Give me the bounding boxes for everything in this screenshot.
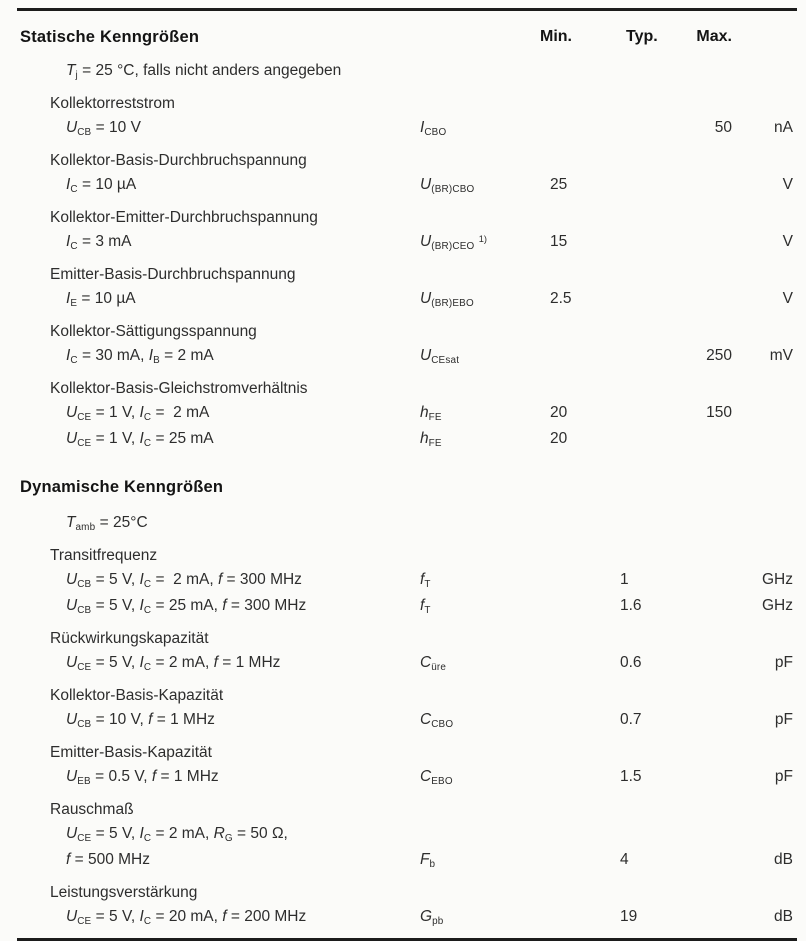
typ-value: 1: [620, 571, 629, 588]
section-header-row: [20, 25, 806, 50]
max-value: 250: [706, 347, 732, 364]
condition: f = 500 MHz: [66, 851, 150, 868]
unit: [732, 401, 793, 427]
min-value: [540, 568, 612, 594]
section-note: $T_j = 25$ °C, falls nicht anders angegeben: [66, 62, 342, 82]
unit: V: [782, 233, 793, 250]
unit-column-spacer: [732, 475, 793, 500]
max-value: [690, 708, 732, 734]
condition: $I_E = 10$ µA: [66, 290, 136, 310]
parameter-name: Emitter-Basis-Durchbruchspannung: [50, 266, 296, 283]
typ-value: [612, 427, 690, 453]
parameter-group-row: [20, 92, 806, 116]
parameter-symbol: $U_{CEsat}$: [420, 347, 460, 367]
condition: $I_C = 10$ µA: [66, 176, 137, 196]
condition: $U_{CB} = 5$ V, $I_C = 25$ mA, f = 300 MHz: [66, 597, 307, 617]
min-value: 2.5: [550, 290, 572, 307]
table-row: [20, 287, 806, 313]
column-header-typ: [612, 475, 690, 500]
condition: $I_C = 3$ mA: [66, 233, 132, 253]
typ-value: [612, 822, 690, 848]
parameter-name: Emitter-Basis-Kapazität: [50, 744, 212, 761]
top-rule: [17, 8, 797, 11]
max-value: [690, 230, 732, 256]
table-row: [20, 230, 806, 256]
typ-value: [612, 287, 690, 313]
section-title-cell: [20, 25, 420, 50]
table-row: [20, 651, 806, 677]
condition: $U_{CE} = 1$ V, $I_C = 25$ mA: [66, 430, 214, 450]
unit: V: [782, 176, 793, 193]
unit: V: [782, 290, 793, 307]
parameter-symbol: $C_{üre}$: [420, 654, 447, 674]
unit: mV: [769, 347, 793, 364]
min-value: [540, 765, 612, 791]
max-value: [690, 848, 732, 874]
parameter-name: Kollektor-Basis-Gleichstromverhältnis: [50, 380, 308, 397]
unit: GHz: [762, 571, 793, 588]
unit: dB: [774, 851, 793, 868]
section-note-row: [20, 511, 806, 537]
parameter-name: Leistungsverstärkung: [50, 884, 198, 901]
table-row: [20, 594, 806, 620]
parameter-name: Rückwirkungskapazität: [50, 630, 209, 647]
parameter-symbol: $h_{FE}$: [420, 404, 442, 424]
table-row: [20, 344, 806, 370]
parameter-group-row: [20, 544, 806, 568]
table-row: [20, 905, 806, 931]
unit: nA: [774, 119, 793, 136]
column-header-min: [540, 475, 612, 500]
max-value: 150: [706, 404, 732, 421]
table-row: [20, 401, 806, 427]
section-title-cell: [20, 475, 420, 500]
condition: $U_{CE} = 5$ V, $I_C = 2$ mA, $R_G = 50$ Ω,: [66, 825, 288, 845]
parameter-symbol: $f_T$: [420, 571, 431, 591]
condition: $U_{CE} = 5$ V, $I_C = 20$ mA, f = 200 MHz: [66, 908, 307, 928]
section-title: Statische Kenngrößen: [20, 28, 200, 46]
min-value: 20: [550, 430, 568, 447]
min-value: [540, 848, 612, 874]
parameter-symbol: $F_b$: [420, 851, 436, 871]
parameter-symbol: $I_{CBO}$: [420, 119, 447, 139]
max-value: [690, 594, 732, 620]
symbol-column-spacer: [420, 475, 540, 500]
condition: $U_{CB} = 10$ V: [66, 119, 141, 139]
table-row: [20, 173, 806, 199]
table-row: [20, 822, 806, 848]
min-value: [540, 822, 612, 848]
symbol-column-spacer: [420, 25, 540, 50]
parameter-group-row: [20, 206, 806, 230]
parameter-group-row: [20, 377, 806, 401]
parameter-group-row: [20, 320, 806, 344]
table-row: [20, 708, 806, 734]
parameter-name: Kollektor-Basis-Kapazität: [50, 687, 224, 704]
typ-value: [612, 116, 690, 142]
table-row: [20, 568, 806, 594]
parameter-name: Rauschmaß: [50, 801, 134, 818]
section-note-row: [20, 59, 806, 85]
section-header-row: [20, 475, 806, 500]
column-header-max: Max.: [696, 28, 732, 45]
max-value: [690, 765, 732, 791]
parameter-name: Transitfrequenz: [50, 547, 158, 564]
parameter-group-row: [20, 627, 806, 651]
condition: $I_C = 30$ mA, $I_B = 2$ mA: [66, 347, 214, 367]
parameter-symbol: $U_{(BR)CEO}$ $^{1)}$: [420, 233, 488, 253]
condition: $U_{CB} = 10$ V, f = 1 MHz: [66, 711, 215, 731]
condition: $U_{EB} = 0.5$ V, f = 1 MHz: [66, 768, 219, 788]
min-value: [540, 344, 612, 370]
column-header-max: [690, 475, 732, 500]
typ-value: 19: [620, 908, 638, 925]
section-note: $T_{amb} = 25^\circ C$: [66, 514, 148, 534]
unit: [732, 822, 793, 848]
parameter-name: Kollektorreststrom: [50, 95, 175, 112]
table-row: [20, 427, 806, 453]
parameter-group-row: [20, 263, 806, 287]
max-value: [690, 822, 732, 848]
section-title: Dynamische Kenngrößen: [20, 478, 224, 496]
column-header-typ: Typ.: [626, 28, 658, 45]
max-value: [690, 173, 732, 199]
min-value: [540, 708, 612, 734]
max-value: [690, 287, 732, 313]
unit: GHz: [762, 597, 793, 614]
max-value: [690, 568, 732, 594]
table-row: [20, 765, 806, 791]
table-row: [20, 116, 806, 142]
min-value: [540, 905, 612, 931]
condition: $U_{CE} = 1$ V, $I_C = 2$ mA: [66, 404, 210, 424]
min-value: [540, 651, 612, 677]
max-value: [690, 905, 732, 931]
parameter-group-row: [20, 741, 806, 765]
unit: pF: [774, 768, 793, 785]
column-header-min: Min.: [540, 28, 572, 45]
typ-value: [612, 401, 690, 427]
condition: $U_{CE} = 5$ V, $I_C = 2$ mA, f = 1 MHz: [66, 654, 281, 674]
min-value: [540, 594, 612, 620]
parameter-name: Kollektor-Emitter-Durchbruchspannung: [50, 209, 318, 226]
parameter-group-row: [20, 798, 806, 822]
parameter-symbol: $G_{pb}$: [420, 908, 444, 928]
max-value: 50: [714, 119, 732, 136]
parameter-table: [0, 25, 806, 931]
unit: pF: [774, 654, 793, 671]
min-value: [540, 116, 612, 142]
max-value: [690, 427, 732, 453]
typ-value: [612, 173, 690, 199]
typ-value: 0.6: [620, 654, 642, 671]
condition: $U_{CB} = 5$ V, $I_C = 2$ mA, f = 300 MHz: [66, 571, 302, 591]
parameter-symbol: $f_T$: [420, 597, 431, 617]
parameter-symbol: $C_{CBO}$: [420, 711, 454, 731]
parameter-symbol: $U_{(BR)EBO}$: [420, 290, 474, 310]
unit: dB: [774, 908, 793, 925]
parameter-symbol: $C_{EBO}$: [420, 768, 453, 788]
parameter-symbol: [420, 822, 540, 848]
parameter-group-row: [20, 881, 806, 905]
min-value: 15: [550, 233, 568, 250]
typ-value: [612, 230, 690, 256]
datasheet-page: [0, 8, 806, 928]
max-value: [690, 651, 732, 677]
typ-value: 0.7: [620, 711, 642, 728]
table-row: [20, 848, 806, 874]
typ-value: [612, 344, 690, 370]
parameter-symbol: $U_{(BR)CBO}$: [420, 176, 475, 196]
min-value: 25: [550, 176, 568, 193]
parameter-name: Kollektor-Basis-Durchbruchspannung: [50, 152, 307, 169]
parameter-group-row: [20, 149, 806, 173]
unit: [732, 427, 793, 453]
unit-column-spacer: [732, 25, 793, 50]
typ-value: 4: [620, 851, 629, 868]
parameter-symbol: $h_{FE}$: [420, 430, 442, 450]
min-value: 20: [550, 404, 568, 421]
typ-value: 1.6: [620, 597, 642, 614]
typ-value: 1.5: [620, 768, 642, 785]
parameter-name: Kollektor-Sättigungsspannung: [50, 323, 257, 340]
parameter-group-row: [20, 684, 806, 708]
unit: pF: [774, 711, 793, 728]
